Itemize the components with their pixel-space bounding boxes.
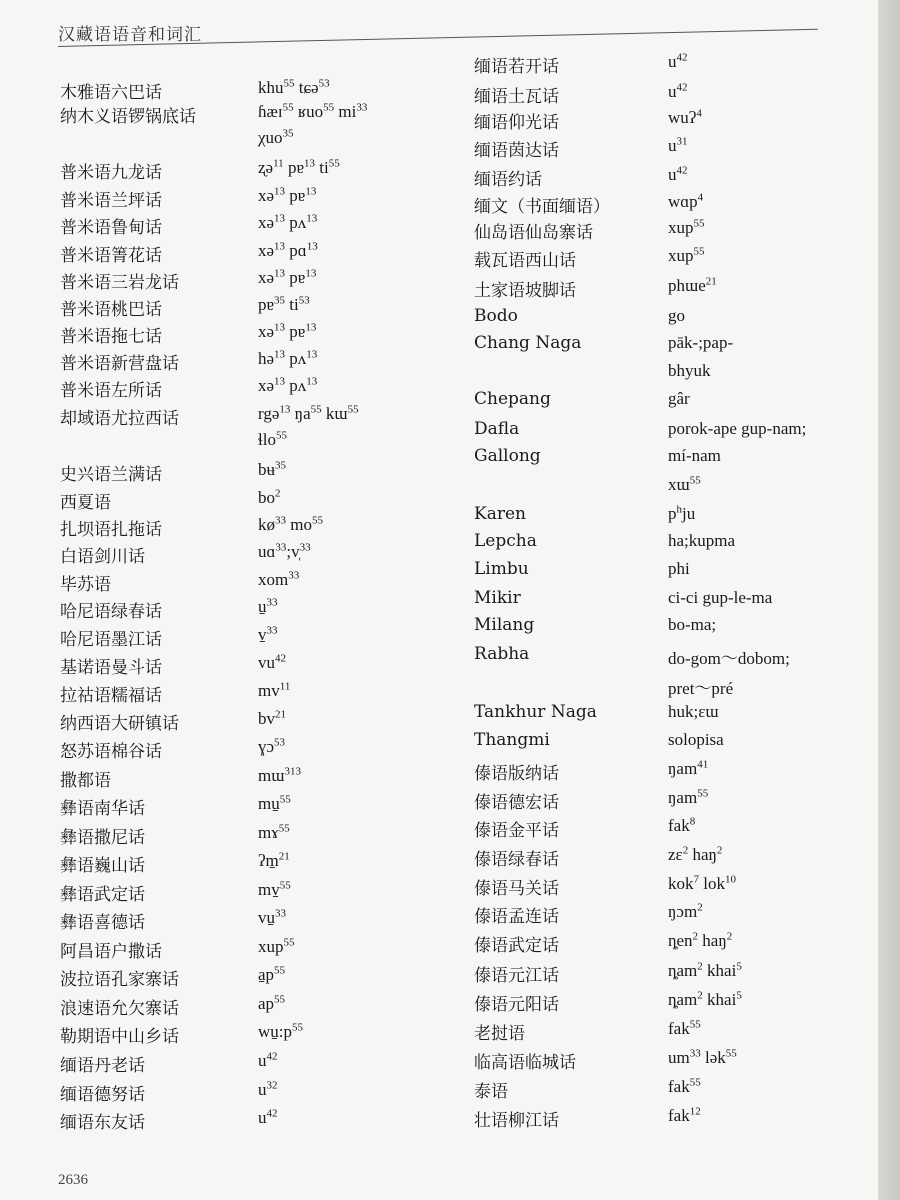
word-form: $um^{33}$ lək$^{55}$ xyxy=(668,1047,737,1067)
language-name: 普米语九龙话 xyxy=(60,163,162,183)
language-name: 缅语德努话 xyxy=(60,1085,145,1105)
language-name: 傣语德宏话 xyxy=(474,793,559,813)
word-form: $u^{31}$ xyxy=(668,135,688,155)
language-name: 勒期语中山乡话 xyxy=(60,1027,179,1047)
word-form: xə$^{13}$ pʌ$^{13}$ xyxy=(258,212,318,232)
word-form: fak$^{12}$ xyxy=(668,1105,701,1125)
language-name: 扎坝语扎拖话 xyxy=(60,520,162,540)
language-name: 却域语尤拉西话 xyxy=(60,409,179,429)
word-form: kok$^7$ lok$^{10}$ xyxy=(668,873,736,893)
word-form: ŋam$^{55}$ xyxy=(668,787,709,807)
word-form: ɬlo$^{55}$ xyxy=(258,429,287,449)
word-form: xom$^{33}$ xyxy=(258,569,300,589)
word-form: xup$^{55}$ xyxy=(668,217,705,237)
language-name: Limbu xyxy=(474,559,529,579)
word-form: ȵam$^2$ khai$^5$ xyxy=(668,960,742,980)
word-form: $mv^{11}$ xyxy=(258,680,291,700)
word-form: $wu̠:p^{55}$ xyxy=(258,1021,303,1041)
word-form: χuo$^{35}$ xyxy=(258,127,294,147)
word-form: porok-ape gup-nam; xyxy=(668,419,807,438)
word-form: go xyxy=(668,306,685,325)
language-name: 普米语桃巴话 xyxy=(60,300,162,320)
language-name: 普米语三岩龙话 xyxy=(60,273,179,293)
word-form: uɑ$^{33}$;v̩$^{33}$ xyxy=(258,541,311,561)
word-form: ɣɔ$^{53}$ xyxy=(258,736,286,756)
language-name: Bodo xyxy=(474,306,518,326)
word-form: ɦæɪ$^{55}$ ʁuo$^{55}$ $mi^{33}$ xyxy=(258,101,368,121)
word-form: $u^{42}$ xyxy=(258,1050,278,1070)
language-name: 缅语仰光话 xyxy=(474,113,559,133)
word-form: fak$^8$ xyxy=(668,815,696,835)
language-name: 彝语南华话 xyxy=(60,799,145,819)
word-form: v̠$^{33}$ xyxy=(258,624,278,644)
language-name: 白语剑川话 xyxy=(60,547,145,567)
language-name: Karen xyxy=(474,504,526,524)
word-form: xə$^{13}$ pɑ$^{13}$ xyxy=(258,240,318,260)
language-name: 傣语金平话 xyxy=(474,821,559,841)
word-form: xup$^{55}$ xyxy=(668,245,705,265)
language-name: Rabha xyxy=(474,644,530,664)
language-name: 史兴语兰满话 xyxy=(60,465,162,485)
word-form: xə$^{13}$ pɐ$^{13}$ xyxy=(258,321,317,341)
word-form: $u^{42}$ xyxy=(258,1107,278,1127)
word-form: ʐə$^{11}$ pɐ$^{13}$ $ti^{55}$ xyxy=(258,157,340,177)
language-name: 彝语撒尼话 xyxy=(60,828,145,848)
word-form: ȵam$^2$ khai$^5$ xyxy=(668,989,742,1009)
word-form: bo-ma; xyxy=(668,615,717,634)
word-form: $kø^{33}$ $mo^{55}$ xyxy=(258,514,323,534)
word-form: zɛ$^2$ haŋ$^2$ xyxy=(668,844,723,864)
word-form: fak$^{55}$ xyxy=(668,1076,701,1096)
word-form: $u^{42}$ xyxy=(668,164,688,184)
language-name: Thangmi xyxy=(474,730,550,750)
language-name: 纳西语大研镇话 xyxy=(60,714,179,734)
word-form: pāk-;pap- xyxy=(668,333,734,352)
language-name: Dafla xyxy=(474,419,520,439)
word-form: rgə$^{13}$ $ŋa^{55}$ kɯ$^{55}$ xyxy=(258,403,359,423)
word-form: mɯ$^{313}$ xyxy=(258,765,301,785)
word-form: u̠$^{33}$ xyxy=(258,596,278,616)
word-form: solopisa xyxy=(668,730,724,749)
language-name: 老挝语 xyxy=(474,1024,525,1044)
word-form: mí-nam xyxy=(668,446,721,465)
language-name: 缅语若开话 xyxy=(474,57,559,77)
word-form: xɯ$^{55}$ xyxy=(668,474,701,494)
language-name: Milang xyxy=(474,615,535,635)
word-form: ʔm̠$^{21}$ xyxy=(258,850,290,870)
language-name: 缅语茵达话 xyxy=(474,141,559,161)
word-form: ci-ci gup-le-ma xyxy=(668,588,773,607)
language-name: 阿昌语户撒话 xyxy=(60,942,162,962)
language-name: 傣语绿春话 xyxy=(474,850,559,870)
word-form: xə$^{13}$ pɐ$^{13}$ xyxy=(258,267,317,287)
language-name: 普米语左所话 xyxy=(60,381,162,401)
language-name: 临高语临城话 xyxy=(474,1053,576,1073)
word-form: huk;ɛɯ xyxy=(668,702,719,721)
language-name: 毕苏语 xyxy=(60,575,111,595)
language-name: 缅语丹老话 xyxy=(60,1056,145,1076)
language-name: 普米语拖七话 xyxy=(60,327,162,347)
word-form: $p^hju$ xyxy=(668,503,696,523)
language-name: 彝语巍山话 xyxy=(60,856,145,876)
word-form: xə$^{13}$ pʌ$^{13}$ xyxy=(258,375,318,395)
language-name: 傣语元阳话 xyxy=(474,995,559,1015)
language-name: 彝语武定话 xyxy=(60,885,145,905)
language-name: 土家语坡脚话 xyxy=(474,281,576,301)
word-form: vu̠$^{33}$ xyxy=(258,907,286,927)
word-form: $u^{42}$ xyxy=(668,81,688,101)
language-name: 彝语喜德话 xyxy=(60,913,145,933)
word-form: fak$^{55}$ xyxy=(668,1018,701,1038)
word-form: ŋam$^{41}$ xyxy=(668,758,709,778)
language-name: 傣语元江话 xyxy=(474,966,559,986)
word-form: $a̠p^{55}$ xyxy=(258,964,286,984)
language-name: 普米语鲁甸话 xyxy=(60,218,162,238)
word-form: phɯe$^{21}$ xyxy=(668,275,717,295)
word-form: $bv^{21}$ xyxy=(258,708,286,728)
language-name: 傣语版纳话 xyxy=(474,764,559,784)
language-name: 普米语箐花话 xyxy=(60,246,162,266)
language-name: 缅文（书面缅语） xyxy=(474,197,610,217)
language-name: 哈尼语墨江话 xyxy=(60,630,162,650)
word-form: ȵen$^2$ haŋ$^2$ xyxy=(668,930,733,950)
word-form: ha;kupma xyxy=(668,531,736,550)
word-form: $u^{42}$ xyxy=(668,51,688,71)
language-name: 纳木义语锣锅底话 xyxy=(60,107,196,127)
word-form: pɐ$^{35}$ $ti^{53}$ xyxy=(258,294,310,314)
word-form: $ap^{55}$ xyxy=(258,993,286,1013)
language-name: 浪速语允欠寨话 xyxy=(60,999,179,1019)
word-form: mv̠$^{55}$ xyxy=(258,879,291,899)
language-name: 普米语新营盘话 xyxy=(60,354,179,374)
language-name: 载瓦语西山话 xyxy=(474,251,576,271)
word-form: mɤ$^{55}$ xyxy=(258,822,290,842)
word-form: khu$^{55}$ tɕə$^{53}$ xyxy=(258,77,330,97)
language-name: Mikir xyxy=(474,588,521,608)
language-name: 缅语土瓦话 xyxy=(474,87,559,107)
language-name: 泰语 xyxy=(474,1082,508,1102)
word-form: xup$^{55}$ xyxy=(258,936,295,956)
word-form: ŋɔm$^2$ xyxy=(668,901,703,921)
language-name: Tankhur Naga xyxy=(474,702,597,722)
language-name: Lepcha xyxy=(474,531,537,551)
word-form: gâr xyxy=(668,389,690,408)
word-form: pret～pré xyxy=(668,679,734,698)
word-form: xə$^{13}$ pɐ$^{13}$ xyxy=(258,185,317,205)
language-name: 缅语约话 xyxy=(474,170,542,190)
language-name: Chepang xyxy=(474,389,551,409)
word-form: phi xyxy=(668,559,690,578)
language-name: Chang Naga xyxy=(474,333,582,353)
word-form: mu̠$^{55}$ xyxy=(258,793,291,813)
language-name: 怒苏语棉谷话 xyxy=(60,742,162,762)
language-name: 撒都语 xyxy=(60,771,111,791)
page-number: 2636 xyxy=(58,1172,88,1188)
word-form: hə$^{13}$ pʌ$^{13}$ xyxy=(258,348,318,368)
language-name: 缅语东友话 xyxy=(60,1113,145,1133)
language-name: Gallong xyxy=(474,446,541,466)
word-form: bhyuk xyxy=(668,361,711,380)
word-form: $bo^2$ xyxy=(258,487,281,507)
word-form: do-gom～dobom; xyxy=(668,649,790,668)
language-name: 仙岛语仙岛寨话 xyxy=(474,223,593,243)
page-edge-shadow xyxy=(878,0,900,1200)
word-form: $vu^{42}$ xyxy=(258,652,286,672)
language-name: 波拉语孔家寨话 xyxy=(60,970,179,990)
language-name: 基诺语曼斗话 xyxy=(60,658,162,678)
word-form: bʉ$^{35}$ xyxy=(258,459,286,479)
language-name: 傣语马关话 xyxy=(474,879,559,899)
word-form: wɑp$^4$ xyxy=(668,191,704,211)
word-form: $u^{32}$ xyxy=(258,1079,278,1099)
language-name: 傣语孟连话 xyxy=(474,907,559,927)
language-name: 木雅语六巴话 xyxy=(60,83,162,103)
language-name: 普米语兰坪话 xyxy=(60,191,162,211)
language-name: 拉祜语糯福话 xyxy=(60,686,162,706)
language-name: 西夏语 xyxy=(60,493,111,513)
running-header: 汉藏语语音和词汇 xyxy=(58,25,202,45)
word-form: wuʔ$^4$ xyxy=(668,107,702,127)
language-name: 哈尼语绿春话 xyxy=(60,602,162,622)
language-name: 壮语柳江话 xyxy=(474,1111,559,1131)
language-name: 傣语武定话 xyxy=(474,936,559,956)
